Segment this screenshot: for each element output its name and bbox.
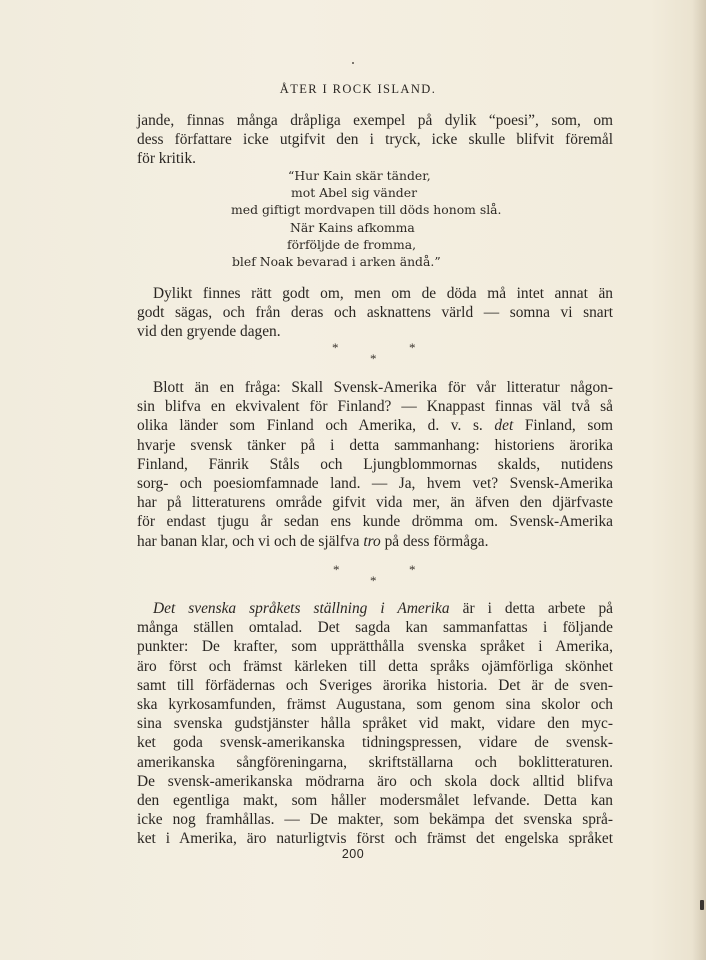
asterism-star: * — [333, 562, 340, 577]
asterism-star: * — [409, 340, 416, 355]
text-line: olika länder som Finland och Amerika, d. v. s. det Finland, som — [137, 417, 614, 435]
poem-line: blef Noak bevarad i arken ändå.” — [232, 254, 441, 269]
text-line: dess författare icke utgifvit den i tryck, icke skulle blifvit föremål — [137, 131, 613, 149]
text-line: sorg- och poesiomfamnade land. — Ja, hvem vet? Svensk-Amerika — [137, 475, 613, 493]
italic-word: det — [494, 417, 514, 435]
text-line: har banan klar, och vi och de själfva tro på dess förmåga. — [137, 532, 489, 550]
text-line: Finland, Fänrik Ståls och Ljungblommornas skalds, nutidens — [137, 455, 613, 473]
asterism-star: * — [332, 340, 339, 355]
text-line: ket goda svensk-amerikanska tidningspressen, vidare de svensk- — [137, 734, 613, 752]
paragraph-opening — [137, 111, 613, 169]
poem-line: mot Abel sig vänder — [291, 185, 417, 200]
paragraph-dylikt — [137, 284, 613, 342]
asterism-star: * — [409, 562, 416, 577]
text-line: punkter: De krafter, som upprätthålla svenska språket i Amerika, — [137, 638, 613, 656]
paragraph-det-svenska — [137, 599, 613, 849]
text-line: hvarje svensk tänker på i detta sammanhang: historiens ärorika — [137, 436, 613, 454]
poem-line: förföljde de fromma, — [287, 237, 417, 252]
text-line: för endast tjugu år sedan ens kunde drömma om. Svensk-Amerika — [137, 513, 613, 531]
text-line: Blott än en fråga: Skall Svensk-Amerika för vår litteratur någon- — [153, 379, 613, 396]
asterism-star: * — [370, 573, 377, 588]
text-line: många ställen omtalad. Det sagda kan sammanfattas i följande — [137, 619, 613, 637]
poem-line: med giftigt mordvapen till döds honom slå. — [231, 202, 502, 217]
text-line: har på litteraturens område gifvit vida mer, än äfven den djärfvaste — [137, 494, 613, 512]
poem-line: “Hur Kain skär tänder, — [288, 168, 431, 183]
text-line: ket i Amerika, äro naturligtvis först och främst det engelska språket — [137, 830, 613, 848]
text-line: den egentliga makt, som håller modersmålet lefvande. Detta kan — [137, 792, 613, 810]
page-number: 200 — [341, 847, 365, 861]
text-line: för kritik. — [137, 150, 196, 168]
text-line: amerikanska sångföreningarna, skriftställarna och boklitteraturen. — [137, 753, 613, 771]
text-line: jande, finnas många dråpliga exempel på dylik “poesi”, som, om — [137, 112, 613, 129]
text-line: Dylikt finnes rätt godt om, men om de döda må intet annat än — [153, 285, 613, 302]
italic-title: Det svenska språkets ställning i Amerika — [153, 600, 450, 617]
text-line: godt sägas, och från deras och asknattens värld — somna vi snart — [137, 304, 613, 322]
asterism-star: * — [370, 351, 377, 366]
text-line: ska kyrkosamfunden, främst Augustana, som genom sina skolor och — [137, 696, 613, 714]
text-line: sina svenska gudstjänster hålla språket vid makt, vidare den myc- — [137, 715, 613, 733]
page-edge-shadow — [692, 0, 706, 960]
text-line: sin blifva en ekvivalent för Finland? — Knappast finnas väl två så — [137, 398, 613, 416]
text-line: äro först och främst kärleken till detta språks ojämförliga skönhet — [137, 657, 613, 675]
paragraph-blott — [137, 378, 613, 551]
text-line: vid den gryende dagen. — [137, 323, 281, 341]
text-line: samt till förfädernas och Sveriges ärorika historia. Det är de sven- — [137, 676, 613, 694]
print-speck — [700, 900, 704, 910]
poem-line: När Kains afkomma — [290, 220, 415, 235]
text-line: Det svenska språkets ställning i Amerika är i detta arbete på — [153, 600, 613, 617]
text-line: De svensk-amerikanska mödrarna äro och skola dock alltid blifva — [137, 772, 613, 790]
print-speck — [352, 62, 354, 64]
running-head: ÅTER I ROCK ISLAND. — [279, 82, 437, 96]
italic-word: tro — [363, 532, 381, 550]
text-line: icke nog framhållas. — De makter, som bekämpa det svenska språ- — [137, 811, 613, 829]
